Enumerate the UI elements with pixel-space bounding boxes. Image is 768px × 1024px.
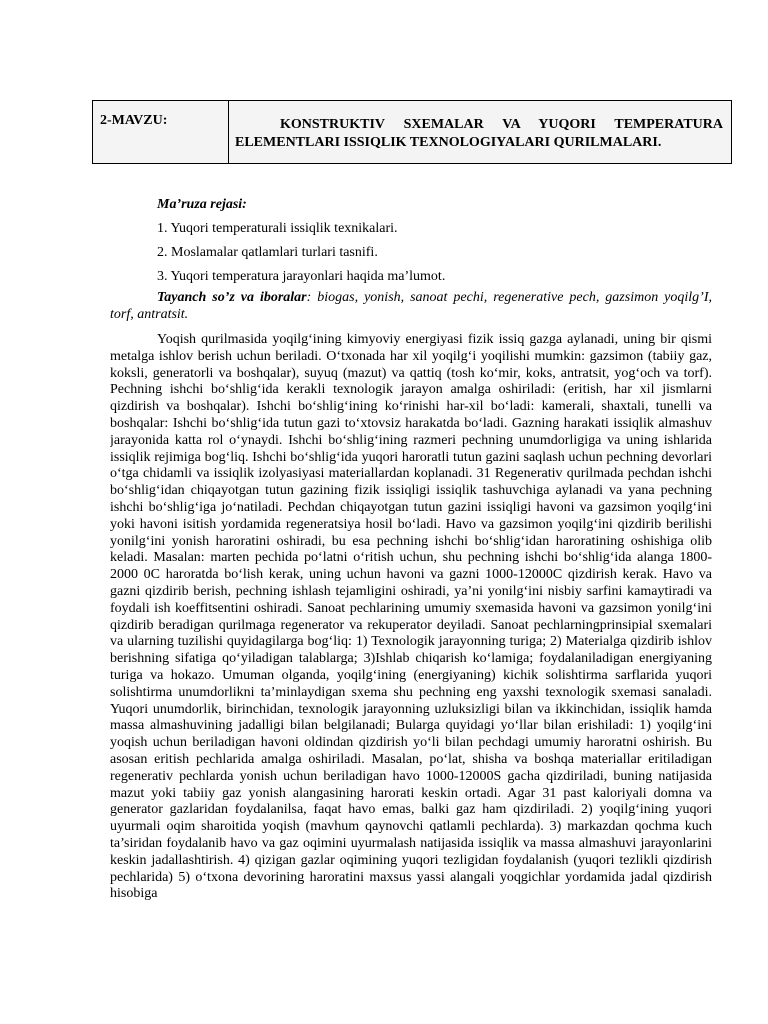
lecture-content xyxy=(110,193,712,920)
body-paragraph: Yoqish qurilmasida yoqilg‘ining kimyoviy energiyasi fizik issiq gazga aylanadi, uning bir qismi metalga ishlov berish uchun beriladi. O‘txonada har xil yoqilg‘i yoqilishi mumkin: gazsimon (tabiiy gaz, koksli, generatorli va boshqalar), suyuq (mazut) va qattiq (tosh ko‘mir, koks, antratsit, yog‘och va torf). Pechning ishchi bo‘shlig‘ida kerakli texnologik jarayon amalga oshiriladi: (eritish, har xil jismlarni qizdirish va boshqalar). Ishchi bo‘shlig‘ining ko‘rinishi har-xil bo‘ladi: kamerali, shaxtali, tunelli va boshqalar: Ishchi bo‘shlig‘ida tutun gazi to‘xtovsiz harakatda bo‘ladi. Gazning harakati issiqlik almashuv jarayonida katta rol o‘ynaydi. Ishchi bo‘shlig‘ining razmeri pechning unumdorligiga va uning ishlarida issiqlik rejimiga bog‘liq. Ishchi bo‘shlig‘ida yuqori haroratli tutun gazini saqlash uchun pechning devorlari o‘tga chidamli va issiqlik izolyasiyasi materiallardan koplanadi. 31 Regenerativ qurilmada pechdan ishchi bo‘shlig‘idan chiqayotgan tutun gazining fizik issiqligi issiqlik tashuvchiga aylanadi va yana pechning ishchi bo‘shlig‘iga jo‘natiladi. Pechdan chiqayotgan tutun gazini issiqligi havoni va gazsimon yoqilg‘ini yoki havoni isitish yordamida regeneratsiya hosil bo‘ladi. Havo va gazsimon yoqilg‘ini qizdirib berilishi yonilg‘ini yonish haroratini oshiradi, bu esa pechning ishchi bo‘shlig‘idan haroratining oshishiga olib keladi. Masalan: marten pechida po‘latni o‘ritish uchun, shu pechning ishchi bo‘shlig‘ida alanga 1800-2000 0C haroratda bo‘lish kerak, uning uchun havoni va gazni 1000-12000C qizdirish kerak. Havo va gazni qizdirib berish, pechning ishlash tejamligini oshiradi, ya’ni yonilg‘ini nisbiy sarfini kamaytiradi va foydali ish koeffitsentini oshiradi. Sanoat pechlarining umumiy sxemasida havoni va gazsimon yonilg‘ini qizdirib beradigan qurilmaga regenerator va rekuperator deyiladi. Sanoat pechlarningprinsipial sxemalari va ularning tuzilishi quyidagilarga bog‘liq: 1) Texnologik jarayonning turiga; 2) Materialga qizdirib ishlov berishning sifatiga qo‘yiladigan talablarga; 3)Ishlab chiqarish ko‘lamiga; foydalaniladigan energiyaning turiga va hokazo. Umuman olganda, yoqilg‘ining (energiyaning) kichik solishtirma sarflarida yuqori solishtirma unumdorlikni ta’minlaydigan sxema shu pechning eng yaxshi texnologik sxemasi sanaladi. Yuqori unumdorlik, birinchidan, texnologik jarayonning uzluksizligi bilan va ikkinchidan, issiqlik hamda massa almashuvining jadalligi bilan belgilanadi; Bularga quyidagi yo‘llar bilan erishiladi: 1) yoqilg‘ini yoqish uchun beriladigan havoni oldindan qizdirish yo‘li bilan pechdagi umumiy haroratni oshirish. Bu asosan eritish pechlarida amalga oshiriladi. Masalan, po‘lat, shisha va boshqa materiallar eritiladigan regenerativ pechlarda yonish uchun beriladigan havo 1000-12000S gacha qizdiriladi, buning natijasida mazut yoki tabiiy gaz yonish alangasining harorati keskin ortadi. Agar 31 past kaloriyali domna va generator gazlaridan foydalanilsa, faqat havo emas, balki gaz ham qizdiriladi. 2) yoqilg‘ining yuqori uyurmali oqim sharoitida yoqish (mavhum qaynovchi qatlamli pechlarda). 3) markazdan qochma kuch ta’siridan foydalanib havo va gaz oqimini uyurmalash natijasida issiqlik va massa almashuvi jarayonlarini keskin jadallashtirish. 4) qizigan gazlar oqimining yuqori tezligidan foydalanish (yuqori tezlikli qizdirish pechlarida) 5) o‘txona devorining haroratini maxsus yassi alangali yoqgichlar yordamida jadal qizdirish hisobiga xyxy=(110,332,712,902)
plan-item-2: 2. Moslamalar qatlamlari turlari tasnifi. xyxy=(157,245,378,260)
topic-title: KONSTRUKTIV SXEMALAR VA YUQORI TEMPERATURA ELEMENTLARI ISSIQLIK TEXNOLOGIYALARI QURILMALARI. xyxy=(235,117,723,150)
topic-title-table xyxy=(92,100,732,164)
plan-item-3: 3. Yuqori temperatura jarayonlari haqida ma’lumot. xyxy=(157,269,446,284)
plan-heading: Ma’ruza rejasi: xyxy=(157,197,247,212)
plan-item-1: 1. Yuqori temperaturali issiqlik texnikalari. xyxy=(157,221,398,236)
keywords-label: Tayanch so’z va iboralar xyxy=(157,290,307,305)
keywords-paragraph xyxy=(110,289,712,323)
keywords-text: : biogas, yonish, sanoat pechi, regenerative pech, gazsimon yoqilg’I, torf, antratsit. xyxy=(110,290,712,322)
topic-label: 2-MAVZU: xyxy=(93,101,229,163)
